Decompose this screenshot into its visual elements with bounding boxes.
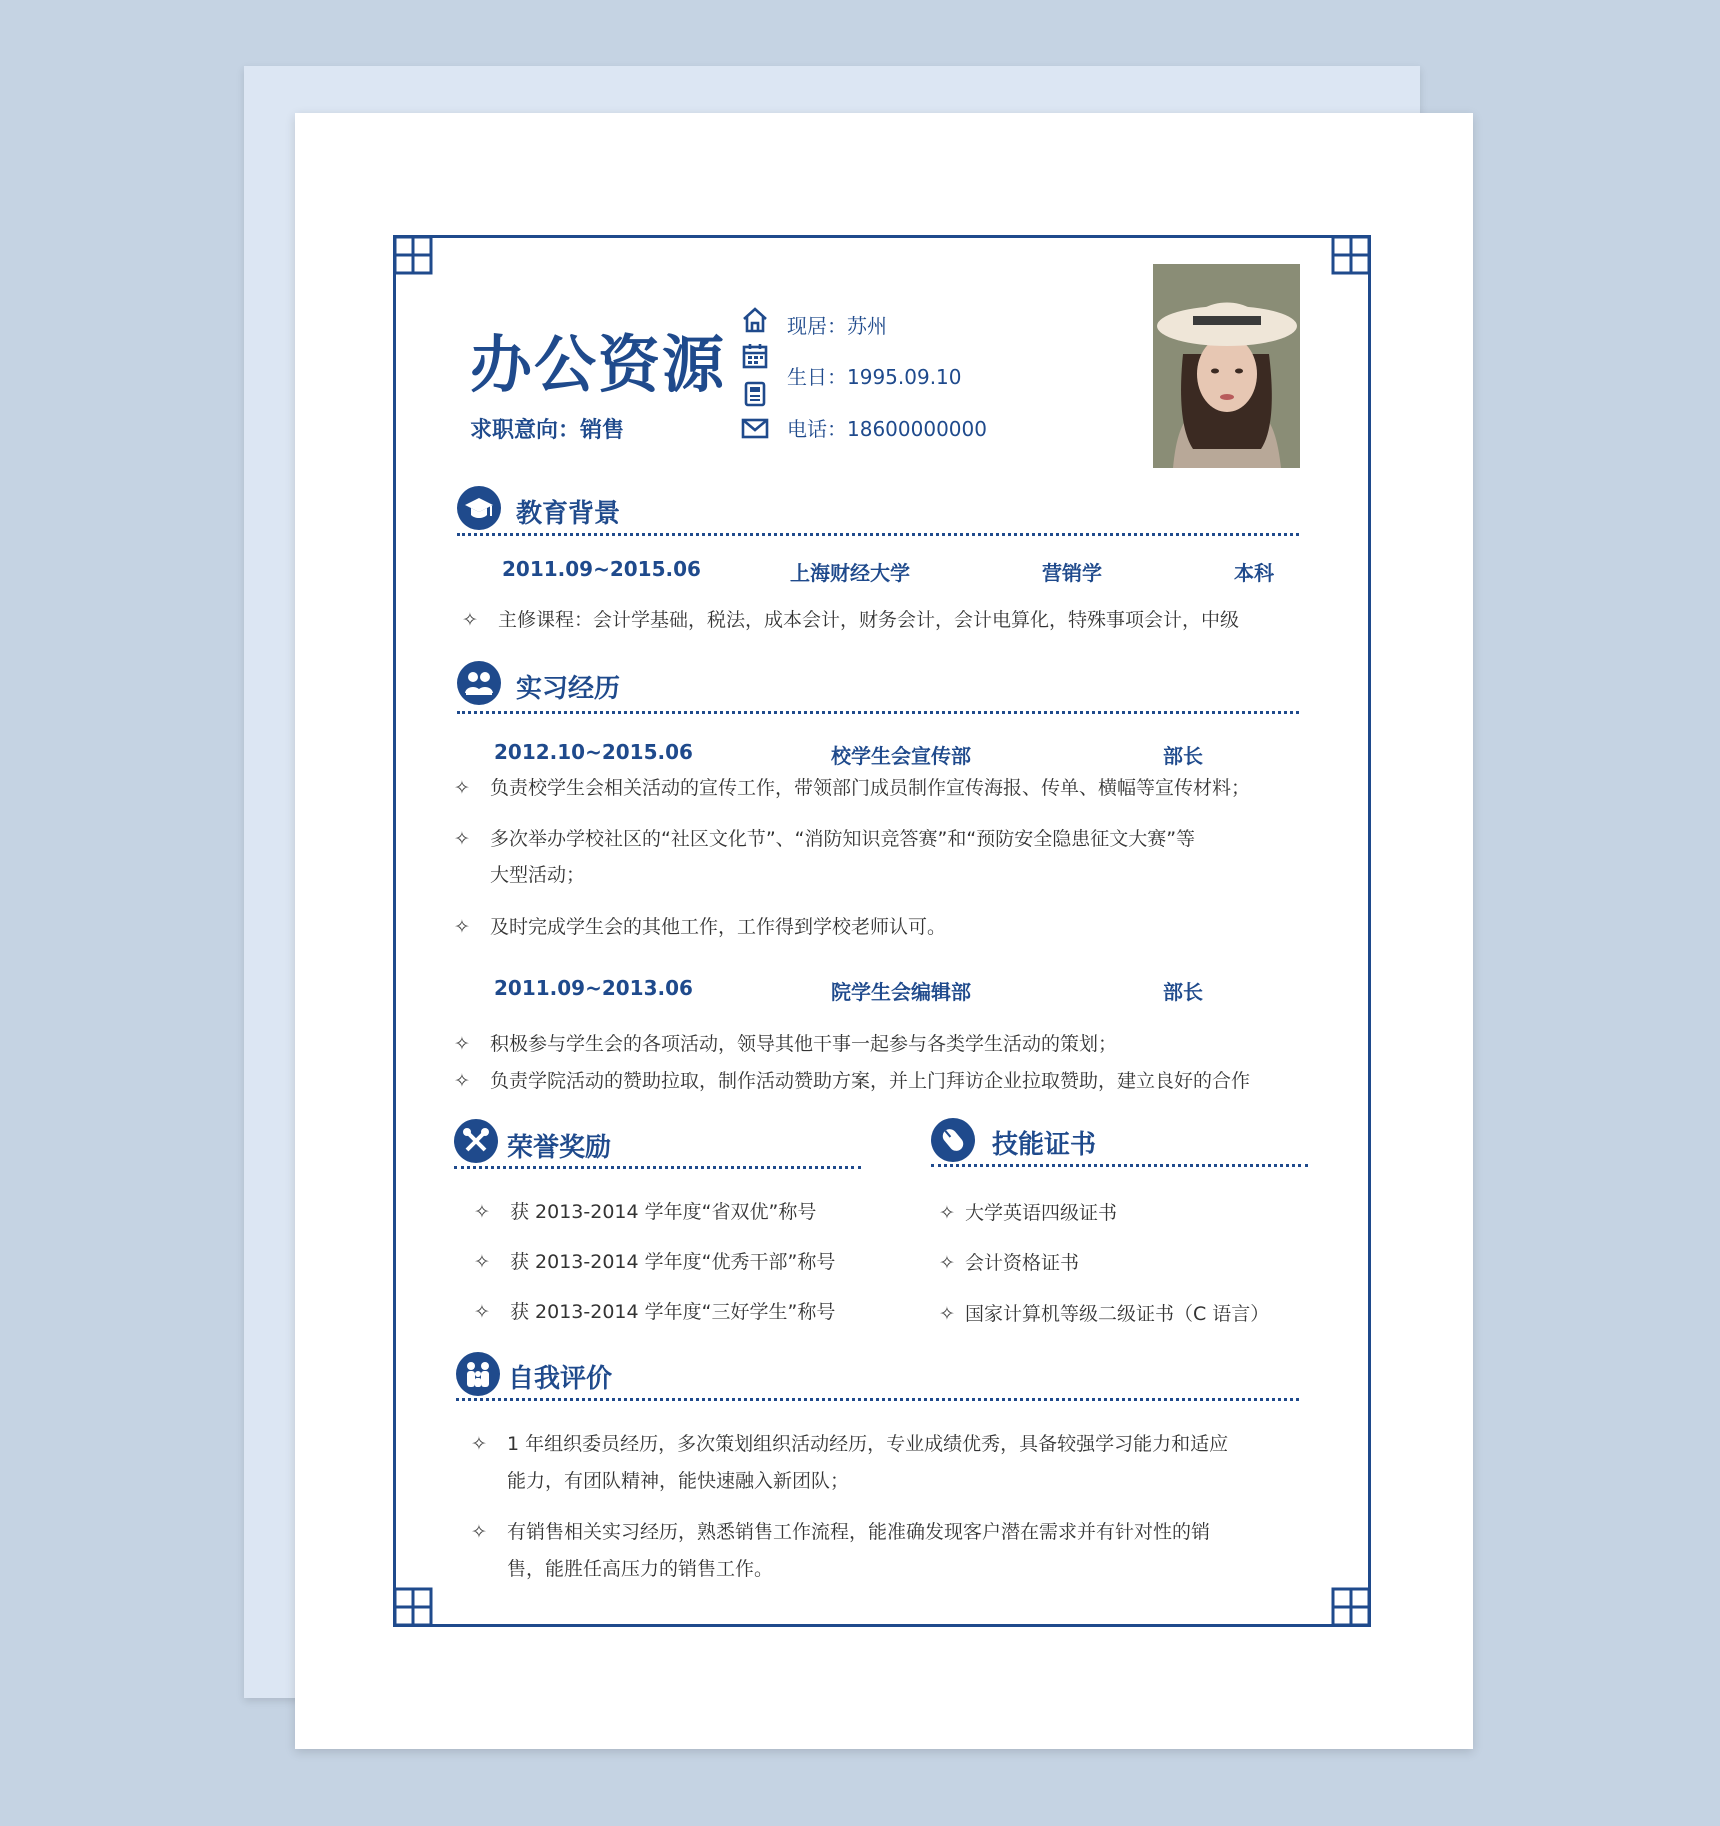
internship-org: 院学生会编辑部 xyxy=(831,980,971,1004)
phone-icon xyxy=(741,380,769,408)
internship-role: 部长 xyxy=(1163,980,1203,1004)
section-title-self-evaluation: 自我评价 xyxy=(508,1364,613,1394)
star-bullet-icon: ✧ xyxy=(939,1202,955,1224)
list-item-text: 负责学院活动的赞助拉取，制作活动赞助方案，并上门拜访企业拉取赞助，建立良好的合作 xyxy=(490,1070,1251,1092)
section-title-internship: 实习经历 xyxy=(516,674,621,704)
corner-ornament xyxy=(1313,1569,1371,1627)
internship-period: 2012.10~2015.06 xyxy=(494,740,693,764)
list-item-text: 获 2013-2014 学年度“省双优”称号 xyxy=(510,1201,817,1223)
corner-ornament xyxy=(393,235,451,293)
people-icon xyxy=(457,661,501,705)
list-item-text: 1 年组织委员经历，多次策划组织活动经历，专业成绩优秀，具备较强学习能力和适应 xyxy=(507,1433,1229,1455)
list-item-text: 负责校学生会相关活动的宣传工作，带领部门成员制作宣传海报、传单、横幅等宣传材料； xyxy=(490,777,1251,799)
list-item-text: 大型活动； xyxy=(490,864,586,886)
list-item-text: 积极参与学生会的各项活动，领导其他干事一起参与各类学生活动的策划； xyxy=(490,1033,1118,1055)
internship-period: 2011.09~2013.06 xyxy=(494,976,693,1000)
list-item-text: 能力，有团队精神，能快速融入新团队； xyxy=(507,1470,850,1492)
list-item-text: 国家计算机等级二级证书（C 语言） xyxy=(965,1303,1270,1325)
phone-number-text: 电话：18600000000 xyxy=(787,417,987,441)
education-school: 上海财经大学 xyxy=(790,561,910,585)
star-bullet-icon: ✧ xyxy=(471,1521,487,1543)
star-bullet-icon: ✧ xyxy=(474,1251,490,1273)
section-divider xyxy=(457,711,1299,714)
star-bullet-icon: ✧ xyxy=(454,777,470,799)
star-bullet-icon: ✧ xyxy=(471,1433,487,1455)
star-bullet-icon: ✧ xyxy=(474,1201,490,1223)
profile-photo xyxy=(1153,264,1300,468)
list-item-text: 获 2013-2014 学年度“三好学生”称号 xyxy=(510,1301,836,1323)
star-bullet-icon: ✧ xyxy=(939,1303,955,1325)
candidate-name: 办公资源 xyxy=(470,328,727,401)
section-divider xyxy=(931,1164,1308,1167)
section-title-education: 教育背景 xyxy=(516,499,621,529)
section-divider xyxy=(456,1398,1299,1401)
list-item-text: 售，能胜任高压力的销售工作。 xyxy=(507,1558,774,1580)
graduation-cap-icon xyxy=(457,486,501,530)
star-bullet-icon: ✧ xyxy=(474,1301,490,1323)
mail-icon xyxy=(741,414,769,442)
section-title-awards: 荣誉奖励 xyxy=(507,1133,612,1163)
family-icon xyxy=(456,1352,500,1396)
internship-org: 校学生会宣传部 xyxy=(831,744,971,768)
calendar-icon xyxy=(741,342,769,370)
corner-ornament xyxy=(393,1569,451,1627)
list-item-text: 大学英语四级证书 xyxy=(965,1202,1118,1224)
star-bullet-icon: ✧ xyxy=(454,1070,470,1092)
section-title-skills: 技能证书 xyxy=(992,1130,1097,1160)
star-bullet-icon: ✧ xyxy=(454,1033,470,1055)
education-major: 营销学 xyxy=(1042,561,1102,585)
section-divider xyxy=(454,1166,861,1169)
residence-text: 现居：苏州 xyxy=(787,314,887,338)
mouse-icon xyxy=(931,1118,975,1162)
home-icon xyxy=(741,306,769,334)
star-bullet-icon: ✧ xyxy=(454,828,470,850)
star-bullet-icon: ✧ xyxy=(462,609,478,631)
education-period: 2011.09~2015.06 xyxy=(502,557,701,581)
education-courses: 主修课程：会计学基础，税法，成本会计，财务会计，会计电算化，特殊事项会计，中级 xyxy=(498,609,1240,631)
section-divider xyxy=(457,533,1299,536)
star-bullet-icon: ✧ xyxy=(939,1252,955,1274)
tools-icon xyxy=(454,1119,498,1163)
corner-ornament xyxy=(1313,235,1371,293)
list-item-text: 会计资格证书 xyxy=(965,1252,1080,1274)
birthday-text: 生日：1995.09.10 xyxy=(787,365,962,389)
job-intent: 求职意向：销售 xyxy=(470,418,625,443)
list-item-text: 多次举办学校社区的“社区文化节”、“消防知识竞答赛”和“预防安全隐患征文大赛”等 xyxy=(490,828,1196,850)
list-item-text: 获 2013-2014 学年度“优秀干部”称号 xyxy=(510,1251,836,1273)
list-item-text: 及时完成学生会的其他工作，工作得到学校老师认可。 xyxy=(490,916,947,938)
list-item-text: 有销售相关实习经历，熟悉销售工作流程，能准确发现客户潜在需求并有针对性的销 xyxy=(507,1521,1211,1543)
star-bullet-icon: ✧ xyxy=(454,916,470,938)
education-degree: 本科 xyxy=(1234,561,1274,585)
internship-role: 部长 xyxy=(1163,744,1203,768)
